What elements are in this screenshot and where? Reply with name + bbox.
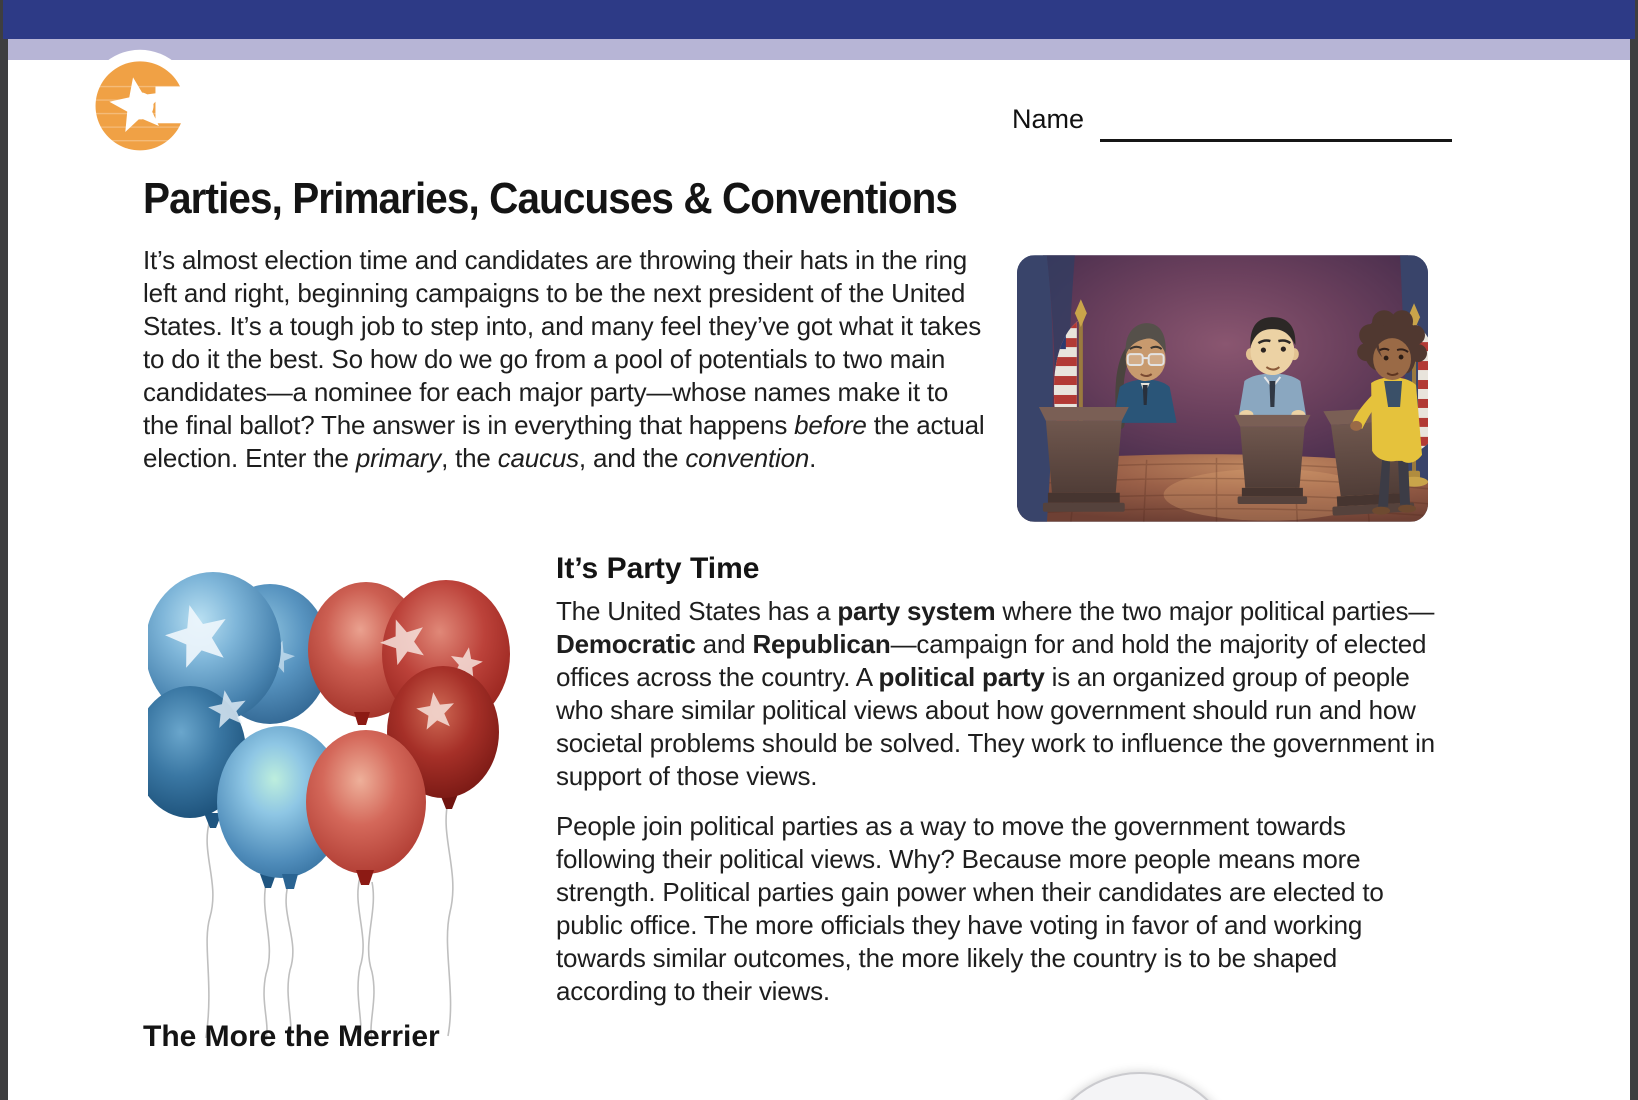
header-lavender-bar <box>8 39 1630 60</box>
page-edge-left <box>0 0 8 1100</box>
podium-left <box>1039 407 1129 512</box>
name-blank-line <box>1100 139 1452 142</box>
party-time-paragraph-1: The United States has a party system where the two major political parties—Democratic and Republican—campaign for and hold the majority of elected offices across the country. A political party is an organized group of people who share similar political views about how government should run and how societal problems should be solved. They work to influence the government in support of those views. <box>556 596 1435 791</box>
podium-center <box>1234 415 1310 504</box>
page-edge-right <box>1630 0 1638 1100</box>
partial-circle-illustration <box>1040 1072 1239 1100</box>
debate-stage-illustration <box>1017 255 1428 522</box>
name-label: Name <box>1012 104 1085 134</box>
page-title: Parties, Primaries, Caucuses & Conventions <box>143 174 958 223</box>
party-time-section <box>556 552 1438 1025</box>
balloons-illustration <box>148 552 526 1044</box>
name-field <box>1012 104 1084 135</box>
red-balloons <box>306 580 510 885</box>
header-blue-bar <box>3 0 1635 39</box>
intro-paragraph: It’s almost election time and candidates are throwing their hats in the ring left and right, beginning campaigns to be the next president of the United States. It’s a tough job to step into, and many feel they’ve got what it takes to do it the best. So how do we go from a pool of potentials to two main candidates—a nominee for each major party—whose names make it to the final ballot? The answer is in everything that happens before the actual election. Enter the primary, the caucus, and the convention. <box>143 245 985 473</box>
section-heading-party-time: It’s Party Time <box>556 552 760 585</box>
section-heading-more-merrier: The More the Merrier <box>143 1020 440 1053</box>
party-time-paragraph-2: People join political parties as a way to move the government towards following their political views. Why? Because more people means more strength. Political parties gain power when their candidates are elected to public office. The more officials they have voting in favor of and working towards similar outcomes, the more likely the country is to be shaped according to their views. <box>556 811 1384 1006</box>
brand-c-star-logo-icon <box>82 44 198 160</box>
